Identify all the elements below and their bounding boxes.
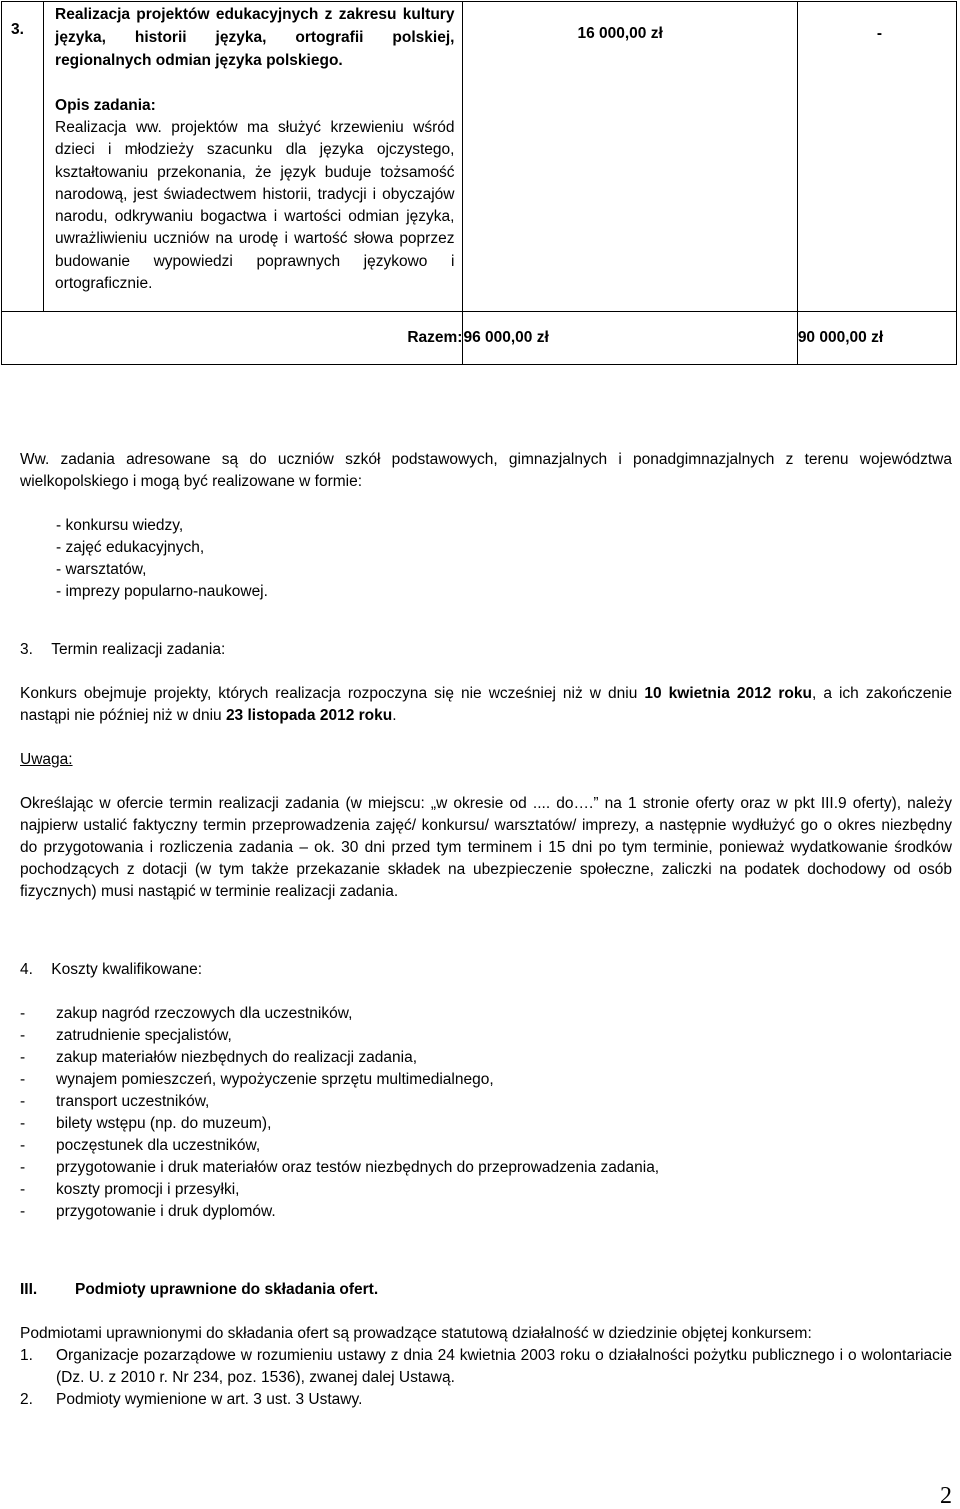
row-number-cell <box>2 2 44 312</box>
intro-section <box>20 449 952 603</box>
list-item: - konkursu wiedzy, <box>56 517 184 534</box>
term-text-a: Konkurs obejmuje projekty, których realizacja rozpoczyna się nie wcześniej niż w dniu <box>20 685 645 702</box>
section-4-heading <box>20 959 952 981</box>
section-number: III. <box>20 1281 38 1298</box>
term-text-c: . <box>392 707 397 724</box>
amount-2012: - <box>876 25 882 42</box>
task-description: Realizacja ww. projektów ma służyć krzewieniu wśród dzieci i młodzieży szacunku dla języka ojczystego, kształtowaniu przekonania, że język buduje tożsamość narodową, jest świadectwem historii, tradycji i obyczajów narodu, odkrywaniu bogactwa i wartości odmian języka, uwrażliwieniu uczniów na urodę i wartość słowa poprzez budowanie wypowiedzi poprawnych językowo i ortograficznie. <box>55 119 455 293</box>
start-date: 10 kwietnia 2012 roku <box>644 685 812 702</box>
list-item: - zatrudnienie specjalistów, <box>20 1027 232 1044</box>
list-item: - poczęstunek dla uczestników, <box>20 1137 261 1154</box>
total-label: Razem: <box>2 312 463 365</box>
page-number: 2 <box>940 1483 952 1509</box>
list-item: 1. Organizacje pozarządowe w rozumieniu ustawy z dnia 24 kwietnia 2003 roku o działalności pożytku publicznego i o wolontariacie (Dz. U. z 2010 r. Nr 234, poz. 1536), zwanej dalej Ustawą. <box>20 1347 952 1386</box>
row-number: 3. <box>11 21 24 38</box>
table-row <box>2 2 957 312</box>
term-text-b: , a ich zakończenie nastąpi nie później niż w dniu <box>20 685 952 724</box>
description-label: Opis zadania: <box>55 97 156 114</box>
list-item: - zakup nagród rzeczowych dla uczestników, <box>20 1005 353 1022</box>
list-item: - transport uczestników, <box>20 1093 210 1110</box>
list-item: - imprezy popularno-naukowej. <box>56 583 268 600</box>
section-4 <box>20 959 952 1223</box>
eligible-list <box>20 1345 952 1411</box>
section-title: Podmioty uprawnione do składania ofert. <box>75 1281 379 1298</box>
total-amount-2012: 90 000,00 zł <box>797 312 956 365</box>
costs-list <box>20 1003 952 1223</box>
row-description-cell <box>44 2 463 312</box>
total-row <box>2 312 957 365</box>
note-text: Określając w ofercie termin realizacji zadania (w miejscu: „w okresie od .... do….” na 1 stronie oferty oraz w pkt III.9 oferty), należy najpierw ustalić faktyczny termin przeprowadzenia zajęć/ konkursu/ warsztatów/ imprezy, a następnie wydłużyć go o okres niezbędny do przygotowania i rozliczenia zadania – ok. 30 dni przed tym terminem i 15 dni po tym terminie, ponieważ wydatkowanie środków pochodzących z dotacji (w tym także przekazanie składek na ubezpieczenie społeczne, zaliczki na podatek dochodowy od osób fizycznych) musi nastąpić w terminie realizacji zadania. <box>20 795 952 900</box>
budget-table <box>1 1 957 365</box>
forms-list <box>20 515 952 603</box>
list-item: - bilety wstępu (np. do muzeum), <box>20 1115 272 1132</box>
section-title: Koszty kwalifikowane: <box>51 961 203 978</box>
term-text <box>20 683 952 727</box>
task-title: Realizacja projektów edukacyjnych z zakresu kultury języka, historii języka, ortografii polskiej, regionalnych odmian języka polskiego. <box>55 6 455 69</box>
section-III-heading <box>20 1279 952 1301</box>
list-item: - przygotowanie i druk materiałów oraz testów niezbędnych do przeprowadzenia zadania, <box>20 1159 660 1176</box>
note-label: Uwaga: <box>20 751 73 768</box>
section-title: Termin realizacji zadania: <box>51 641 226 658</box>
section-number: 4. <box>20 961 33 978</box>
list-item: 2. Podmioty wymienione w art. 3 ust. 3 Ustawy. <box>20 1391 363 1408</box>
list-item: - koszty promocji i przesyłki, <box>20 1181 240 1198</box>
list-item: - wynajem pomieszczeń, wypożyczenie sprzętu multimedialnego, <box>20 1071 494 1088</box>
list-item: - zajęć edukacyjnych, <box>56 539 205 556</box>
list-item: - warsztatów, <box>56 561 147 578</box>
total-amount-2011: 96 000,00 zł <box>463 312 797 365</box>
amount-2011: 16 000,00 zł <box>577 25 663 42</box>
end-date: 23 listopada 2012 roku <box>225 707 393 724</box>
section-3-heading <box>20 639 952 661</box>
section-III <box>20 1279 952 1411</box>
intro-text: Ww. zadania adresowane są do uczniów szkół podstawowych, gimnazjalnych i ponadgimnazjalnych z terenu województwa wielkopolskiego i mogą być realizowane w formie: <box>20 451 952 490</box>
section-3 <box>20 639 952 903</box>
eligible-intro: Podmiotami uprawnionymi do składania ofert są prowadzące statutową działalność w dziedzinie objętej konkursem: <box>20 1325 812 1342</box>
amount-2011-cell <box>463 2 797 312</box>
amount-2012-cell <box>797 2 956 312</box>
section-number: 3. <box>20 641 33 658</box>
list-item: - zakup materiałów niezbędnych do realizacji zadania, <box>20 1049 418 1066</box>
list-item: - przygotowanie i druk dyplomów. <box>20 1203 276 1220</box>
